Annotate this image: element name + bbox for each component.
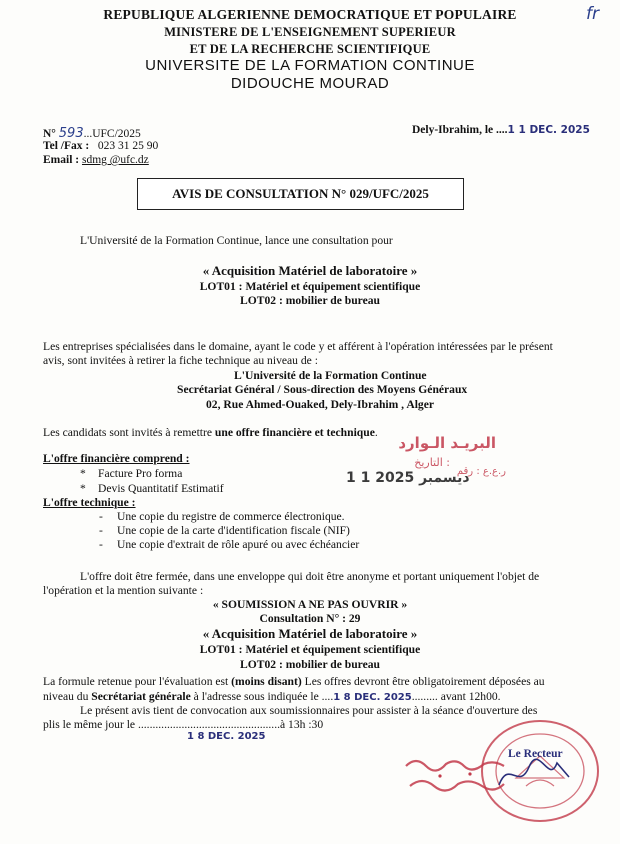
consultation-number: Consultation N° : 29 xyxy=(259,612,361,625)
header-university-name: DIDOUCHE MOURAD xyxy=(230,75,390,92)
header-university: UNIVERSITE DE LA FORMATION CONTINUE xyxy=(145,57,475,74)
candidates-text: Les candidats sont invités à remettre une offre financière et technique. xyxy=(43,426,378,439)
mention-do-not-open: « SOUMISSION A NE PAS OUVRIR » xyxy=(212,598,408,611)
para1-line2: avis, sont invitées à retirer la fiche technique au niveau de : xyxy=(43,354,318,367)
arrival-stamp: البريـد الـوارد التاريخ : 1 1 ديسمبر 2025 ر.ع.ع : رقم xyxy=(346,434,506,486)
address-line1: L'Université de la Formation Continue xyxy=(234,369,427,382)
technical-offer-heading: L'offre technique : xyxy=(43,496,136,509)
address-line2: Secrétariat Général / Sous-direction des Moyens Généraux xyxy=(177,383,468,396)
date-stamp: 1 1 DEC. 2025 xyxy=(507,124,590,136)
page-title: AVIS DE CONSULTATION N° 029/UFC/2025 xyxy=(137,178,464,210)
signature-icon xyxy=(400,752,510,798)
arrival-date: 1 1 ديسمبر 2025 xyxy=(346,470,470,486)
ref-telfax: Tel /Fax : 023 31 25 90 xyxy=(43,140,159,152)
ref-email: Email : sdmg @ufc.dz xyxy=(43,154,149,166)
subject-lot1: LOT01 : Matériel et équipement scientifique xyxy=(199,280,421,293)
subject-lot2: LOT02 : mobilier de bureau xyxy=(240,294,380,307)
para3-line3: Le présent avis tient de convocation aux soumissionnaires pour assister à la séance d'ouverture des xyxy=(80,704,538,717)
header-republic: REPUBLIQUE ALGERIENNE DEMOCRATIQUE ET POPULAIRE xyxy=(103,7,517,22)
signature-title: Le Recteur xyxy=(508,748,563,760)
header-ministry: MINISTERE DE L'ENSEIGNEMENT SUPERIEUR xyxy=(164,25,456,39)
opening-date-stamp: 1 8 DEC. 2025 xyxy=(187,731,266,742)
para2-lot2: LOT02 : mobilier de bureau xyxy=(240,658,380,671)
technical-offer-item: - Une copie de la carte d'identification fiscale (NIF) xyxy=(99,524,350,537)
para2-title: « Acquisition Matériel de laboratoire » xyxy=(202,626,418,641)
para3-line2: niveau du Secrétariat générale à l'adresse sous indiquée le ....1 8 DEC. 2025......... avant 12h00. xyxy=(43,690,501,703)
address-line3: 02, Rue Ahmed-Ouaked, Dely-Ibrahim , Alger xyxy=(206,398,435,411)
intro-text: L'Université de la Formation Continue, lance une consultation pour xyxy=(80,234,393,247)
para2-line2: l'opération et la mention suivante : xyxy=(43,584,204,597)
ref-number: N° 593...UFC/2025 xyxy=(43,126,141,141)
financial-offer-item: * Facture Pro forma xyxy=(80,467,183,480)
deadline-date-stamp: 1 8 DEC. 2025 xyxy=(333,692,412,703)
place-date: Dely-Ibrahim, le ....1 1 DEC. 2025 xyxy=(412,124,590,136)
subject-title: « Acquisition Matériel de laboratoire » xyxy=(202,263,418,278)
technical-offer-item: - Une copie du registre de commerce électronique. xyxy=(99,510,345,523)
para2-line1: L'offre doit être fermée, dans une enveloppe qui doit être anonyme et portant uniquement l'objet de xyxy=(80,570,540,583)
financial-offer-heading: L'offre financière comprend : xyxy=(43,452,190,465)
para3-line4: plis le même jour le .................................................à 13h :30 xyxy=(43,718,324,731)
technical-offer-item: - Une copie d'extrait de rôle apuré ou avec échéancier xyxy=(99,538,360,551)
para3-line1: La formule retenue pour l'évaluation est (moins disant) Les offres devront être obligatoirement déposées au xyxy=(43,675,545,688)
pen-signature-icon xyxy=(495,755,575,795)
header-research: ET DE LA RECHERCHE SCIENTIFIQUE xyxy=(189,42,431,56)
para2-lot1: LOT01 : Matériel et équipement scientifique xyxy=(199,643,421,656)
para1-line1: Les entreprises spécialisées dans le domaine, ayant le code y et afférent à l'opération intéressées par le présent xyxy=(43,340,553,353)
financial-offer-item: * Devis Quantitatif Estimatif xyxy=(80,482,224,495)
corner-initials: fr xyxy=(586,4,599,24)
